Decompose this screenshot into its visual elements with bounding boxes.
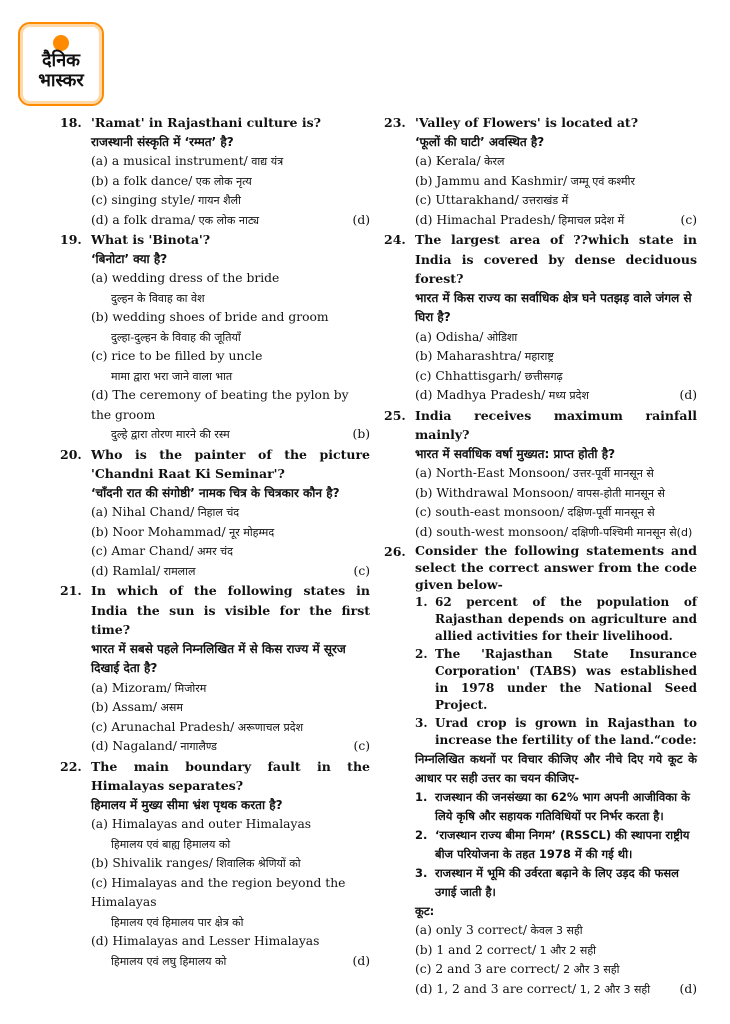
dainik-bhaskar-logo[interactable] xyxy=(18,22,104,106)
question-hindi: ‘फूलों की घाटी’ अवस्थित है? xyxy=(415,134,545,149)
answer-option xyxy=(60,932,370,971)
option-hindi: अरूणाचल प्रदेश xyxy=(234,720,304,734)
question-number: 24. xyxy=(384,232,406,247)
answer-key: (c) xyxy=(680,212,697,227)
statement-en-2 xyxy=(384,646,697,714)
question-18 xyxy=(60,113,370,230)
statement-number: 1. xyxy=(415,790,428,804)
option-english: (a) Kerala/ xyxy=(415,154,481,168)
right-questions xyxy=(384,113,697,542)
option-hindi: 2 और 3 सही xyxy=(559,963,620,976)
option-hindi: छत्तीसगढ़ xyxy=(521,369,563,383)
question-english: Consider the following statements and select the correct answer from the code given below- xyxy=(415,543,697,592)
answer-option xyxy=(60,679,370,699)
answer-option xyxy=(384,464,697,484)
question-english: The main boundary fault in the Himalayas separates? xyxy=(91,758,370,793)
statement-number: 1. xyxy=(415,595,428,609)
option-english: (c) Himalayas and the region beyond the Himalayas xyxy=(91,875,346,909)
statement-hi-1 xyxy=(384,788,697,826)
question-number: 23. xyxy=(384,115,406,130)
answer-key: (d) xyxy=(679,388,697,402)
option-hindi: रामलाल xyxy=(160,564,196,578)
question-english: 'Ramat' in Rajasthani culture is? xyxy=(91,115,321,130)
option-english: (c) 2 and 3 are correct/ xyxy=(415,962,560,976)
question-number: 21. xyxy=(60,583,82,598)
answer-key: (c) xyxy=(353,739,370,753)
option-hindi: मिजोरम xyxy=(171,681,207,695)
option-english: (a) Himalayas and outer Himalayas xyxy=(91,817,312,831)
answer-option xyxy=(60,854,370,874)
answer-key: (b) xyxy=(352,427,370,441)
right-column xyxy=(384,113,697,999)
option-english: (b) Noor Mohammad/ xyxy=(91,524,226,539)
option-hindi: दुल्हा-दुल्हन के विवाह की जूतियाँ xyxy=(111,330,241,344)
option-english: (b) wedding shoes of bride and groom xyxy=(91,310,329,324)
answer-option xyxy=(384,367,697,387)
question-head xyxy=(60,757,370,816)
statement-number: 3. xyxy=(415,716,428,730)
question-hindi: भारत में सबसे पहले निम्नलिखित में से किस राज्य में सूरज दिखाई देता है? xyxy=(91,641,346,675)
question-body xyxy=(91,230,370,269)
option-english: (c) singing style/ xyxy=(91,193,195,207)
option-hindi: हिमालय एवं बाह्य हिमालय को xyxy=(111,837,231,851)
statement-text: 62 percent of the population of Rajasthan depends on agriculture and allied activities for their livelihood. xyxy=(435,595,697,643)
option-english: (a) Odisha/ xyxy=(415,329,484,344)
question-english: Who is the painter of the picture 'Chandni Raat Ki Seminar'? xyxy=(91,446,370,481)
question-head xyxy=(60,581,370,679)
option-english: (c) Uttarakhand/ xyxy=(415,193,519,207)
statement-number: 3. xyxy=(415,866,428,880)
answer-option xyxy=(60,172,370,192)
option-english: (c) Arunachal Pradesh/ xyxy=(91,719,235,734)
answer-option xyxy=(60,718,370,738)
answer-option xyxy=(384,484,697,504)
question-hindi: ‘बिनोटा’ क्या है? xyxy=(91,251,168,266)
option-hindi: एक लोक नाट्य xyxy=(195,213,259,227)
option-hindi: ओडिशा xyxy=(483,330,518,344)
answer-option xyxy=(60,308,370,347)
brand-line-1: दैनिक xyxy=(41,50,81,71)
answer-option xyxy=(384,503,697,523)
statement-number: 2. xyxy=(415,647,428,661)
question-body xyxy=(91,113,370,152)
option-hindi: उत्तराखंड में xyxy=(518,194,569,207)
question-body xyxy=(91,757,370,816)
question-body xyxy=(91,581,370,679)
option-english: (a) wedding dress of the bride xyxy=(91,271,280,285)
answer-option xyxy=(60,542,370,562)
option-hindi: शिवालिक श्रेणियों को xyxy=(212,857,301,870)
question-english: What is 'Binota'? xyxy=(91,232,211,247)
left-column xyxy=(60,113,370,971)
answer-option xyxy=(384,386,697,406)
option-english: (d) The ceremony of beating the pylon by the groom xyxy=(91,388,349,422)
answer-option xyxy=(60,211,370,231)
question-hindi: हिमालय में मुख्य सीमा भ्रंश पृथक करता है? xyxy=(91,797,283,812)
statement-text: The 'Rajasthan State Insurance Corporation' (TABS) was established in 1978 under the National Seed Project. xyxy=(435,647,697,712)
option-hindi: हिमालय एवं लघु हिमालय को xyxy=(111,954,227,968)
question-20 xyxy=(60,445,370,582)
answer-option xyxy=(60,191,370,211)
question-head xyxy=(384,113,697,152)
code-label: कूट: xyxy=(415,904,435,918)
answer-key: (d) xyxy=(679,981,697,996)
answer-option xyxy=(60,152,370,172)
option-hindi: निहाल चंद xyxy=(194,506,240,519)
option-english: (a) Nihal Chand/ xyxy=(91,505,195,519)
question-22 xyxy=(60,757,370,972)
option-english: (a) a musical instrument/ xyxy=(91,154,248,168)
answer-option xyxy=(60,347,370,386)
question-head xyxy=(60,230,370,269)
option-english: (c) rice to be filled by uncle xyxy=(91,349,263,363)
statement-hi-2 xyxy=(384,826,697,864)
question-hindi: भारत में किस राज्य का सर्वाधिक क्षेत्र घने पतझड़ वाले जंगल से घिरा है? xyxy=(415,290,692,324)
option-hindi: हिमालय एवं हिमालय पार क्षेत्र को xyxy=(111,915,244,929)
question-21 xyxy=(60,581,370,757)
question-head xyxy=(60,113,370,152)
option-english: (a) Mizoram/ xyxy=(91,680,172,695)
option-hindi: महाराष्ट्र xyxy=(521,350,554,363)
answer-option xyxy=(60,503,370,523)
option-hindi: दक्षिणी-पश्चिमी मानसून से(d) xyxy=(568,525,693,539)
statement-en-3 xyxy=(384,715,697,749)
answer-option xyxy=(384,211,697,231)
question-body xyxy=(415,230,697,328)
question-hindi: निम्नलिखित कथनों पर विचार कीजिए और नीचे दिए गये कूट के आधार पर सही उत्तर का चयन कीजिए- xyxy=(415,752,697,785)
option-english: (d) Ramlal/ xyxy=(91,563,161,578)
option-english: (d) Himachal Pradesh/ xyxy=(415,212,556,227)
question-body xyxy=(91,445,370,504)
answer-option xyxy=(60,815,370,854)
question-number: 20. xyxy=(60,446,82,462)
answer-option xyxy=(60,737,370,757)
option-english: (d) Madhya Pradesh/ xyxy=(415,388,546,402)
answer-option xyxy=(384,941,697,961)
answer-option xyxy=(384,980,697,1000)
answer-option xyxy=(60,269,370,308)
question-number: 19. xyxy=(60,232,82,247)
question-head xyxy=(384,542,697,593)
question-26 xyxy=(384,542,697,999)
answer-option xyxy=(60,523,370,543)
option-hindi: जम्मू एवं कश्मीर xyxy=(567,174,635,188)
answer-option xyxy=(384,152,697,172)
question-24 xyxy=(384,230,697,406)
question-19 xyxy=(60,230,370,445)
option-english: (b) 1 and 2 correct/ xyxy=(415,942,537,957)
option-hindi: नूर मोहम्मद xyxy=(225,525,275,539)
question-number: 18. xyxy=(60,115,82,130)
option-hindi: वापस-होती मानसून से xyxy=(573,486,665,500)
option-hindi: गायन शैली xyxy=(194,194,241,207)
question-head xyxy=(60,445,370,504)
option-hindi: वाद्य यंत्र xyxy=(247,155,284,168)
option-english: (a) only 3 correct/ xyxy=(415,923,527,937)
answer-option xyxy=(60,386,370,445)
question-english: The largest area of ??which state in India is covered by dense deciduous forest? xyxy=(415,232,697,286)
answer-option xyxy=(384,347,697,367)
sun-icon xyxy=(53,35,69,51)
option-english: (d) south-west monsoon/ xyxy=(415,524,569,539)
option-english: (d) 1, 2 and 3 are correct/ xyxy=(415,981,577,996)
option-hindi: केवल 3 सही xyxy=(526,924,583,937)
option-english: (b) Withdrawal Monsoon/ xyxy=(415,485,574,500)
question-english: India receives maximum rainfall mainly? xyxy=(415,407,697,442)
option-hindi: नागालैण्ड xyxy=(176,740,217,753)
option-hindi: हिमाचल प्रदेश में xyxy=(555,213,625,227)
option-english: (c) south-east monsoon/ xyxy=(415,505,564,519)
option-hindi: मामा द्वारा भरा जाने वाला भात xyxy=(111,369,233,383)
statement-text: राजस्थान की जनसंख्या का 62% भाग अपनी आजीविका के लिये कृषि और सहायक गतिविधियों पर निर्भर करता है। xyxy=(435,790,690,823)
answer-option xyxy=(60,562,370,582)
option-hindi: एक लोक नृत्य xyxy=(192,174,252,188)
option-english: (a) North-East Monsoon/ xyxy=(415,466,570,480)
answer-option xyxy=(384,960,697,980)
answer-option xyxy=(60,874,370,933)
option-hindi: 1 और 2 सही xyxy=(536,943,597,957)
statement-en-1 xyxy=(384,594,697,645)
question-hindi: राजस्थानी संस्कृति में ‘रम्मत’ है? xyxy=(91,134,234,149)
option-hindi: दक्षिण-पूर्वी मानसून से xyxy=(563,506,655,519)
option-english: (b) Shivalik ranges/ xyxy=(91,856,213,870)
option-english: (d) a folk drama/ xyxy=(91,212,196,227)
answer-option xyxy=(384,921,697,941)
question-number: 22. xyxy=(60,758,82,774)
answer-key: (d) xyxy=(352,953,370,968)
option-hindi: अमर चंद xyxy=(193,545,233,558)
option-hindi: दुल्हे द्वारा तोरण मारने की रस्म xyxy=(111,428,230,441)
question-number: 25. xyxy=(384,407,406,423)
answer-option xyxy=(384,191,697,211)
question-body xyxy=(415,406,697,465)
answer-option xyxy=(384,328,697,348)
question-23 xyxy=(384,113,697,230)
option-english: (b) a folk dance/ xyxy=(91,173,193,188)
option-english: (c) Chhattisgarh/ xyxy=(415,368,522,383)
option-hindi: दुल्हन के विवाह का वेश xyxy=(111,291,205,305)
option-hindi: मध्य प्रदेश xyxy=(545,389,589,402)
question-number: 26. xyxy=(384,544,406,559)
option-english: (b) Assam/ xyxy=(91,700,158,714)
question-head xyxy=(384,406,697,465)
question-english: In which of the following states in India the sun is visible for the first time? xyxy=(91,583,370,637)
question-head xyxy=(384,230,697,328)
answer-option xyxy=(384,172,697,192)
question-hindi: भारत में सर्वाधिक वर्षा मुख्यत: प्राप्त होती है? xyxy=(415,446,616,461)
answer-option xyxy=(384,523,697,543)
question-english: 'Valley of Flowers' is located at? xyxy=(415,115,639,130)
question-body xyxy=(415,113,697,152)
option-hindi: केरल xyxy=(480,155,505,168)
answer-option xyxy=(60,698,370,718)
answer-key: (d) xyxy=(352,212,370,227)
option-hindi: असम xyxy=(157,701,183,714)
option-hindi: उत्तर-पूर्वी मानसून से xyxy=(569,467,654,480)
statement-text: Urad crop is grown in Rajasthan to increase the fertility of the land.“code: xyxy=(435,716,697,747)
statement-number: 2. xyxy=(415,828,428,842)
question-25 xyxy=(384,406,697,543)
statement-text: ‘राजस्थान राज्य बीमा निगम’ (RSSCL) की स्थापना राष्ट्रीय बीज परियोजना के तहत 1978 में की गई थी। xyxy=(435,828,690,861)
option-english: (b) Jammu and Kashmir/ xyxy=(415,173,568,188)
statement-text: राजस्थान में भूमि की उर्वरता बढ़ाने के लिए उड़द की फसल उगाई जाती है। xyxy=(435,866,679,899)
question-hindi: ‘चाँदनी रात की संगोष्ठी’ नामक चित्र के चित्रकार कौन है? xyxy=(91,485,340,500)
option-english: (d) Nagaland/ xyxy=(91,739,177,753)
option-hindi: 1, 2 और 3 सही xyxy=(576,982,651,996)
option-english: (c) Amar Chand/ xyxy=(91,544,194,558)
option-list xyxy=(384,921,697,999)
answer-key: (c) xyxy=(353,563,370,578)
option-english: (b) Maharashtra/ xyxy=(415,349,522,363)
statement-hi-3 xyxy=(384,864,697,902)
option-english: (d) Himalayas and Lesser Himalayas xyxy=(91,934,320,948)
brand-line-2: भास्कर xyxy=(38,70,84,91)
